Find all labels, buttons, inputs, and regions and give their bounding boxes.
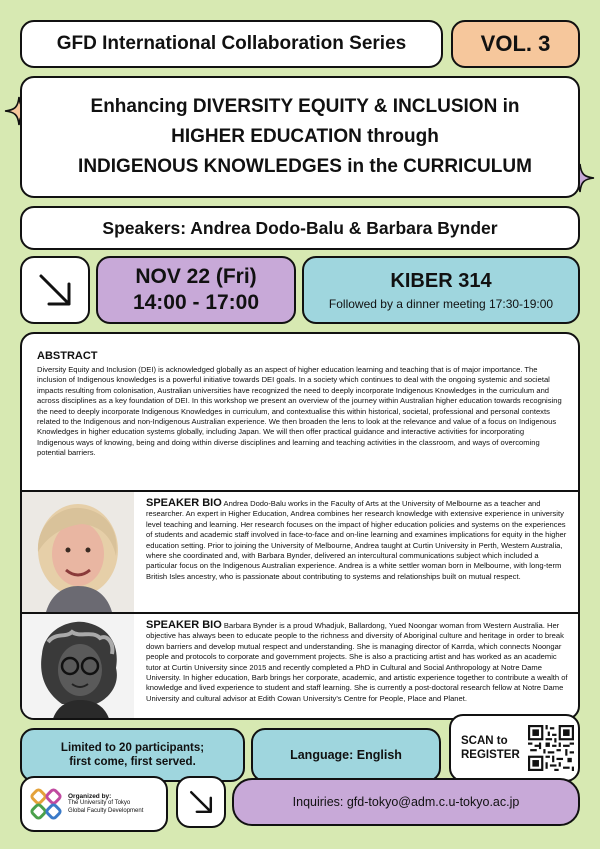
arrow-box-footer [176, 776, 226, 828]
speaker-photo-1 [22, 492, 134, 612]
event-title [20, 76, 580, 198]
bio-text-1 [134, 492, 578, 612]
bio-body-1: Andrea Dodo-Balu works in the Faculty of Arts at the University of Melbourne as a teacher and researcher. An expert in Higher Education, Andrea combines her research knowledge with extensive experience in university level teaching and learning. Her research focuses on the impact of higher education policies and systems on the experiences of students and academic staff involved in face-to-face and on-line learning and examines implications for equity in the higher education setting. Prior to joining the University of Melbourne, Andrea taught at Curtin University in Perth, Western Australia, where she coordinated and, with Barbara Bynder, delivered an intercultural communications subject which included a particular focus on the Indigenous Australian experience. Andrea is a white settler woman born in Melbourne, with long-term British Isles ancestry, who is passionate about contributing to systems and relationships built on mutual respect. [146, 499, 567, 581]
arrow-down-right-icon [187, 788, 215, 816]
speaker-photo-2 [22, 614, 134, 720]
qr-code[interactable] [528, 725, 574, 771]
event-date: NOV 22 (Fri) [135, 265, 257, 288]
content-panel [20, 332, 580, 720]
event-time: 14:00 - 17:00 [132, 291, 260, 314]
speaker-bio-2 [22, 612, 578, 720]
portrait-andrea [22, 492, 134, 612]
bio-label-1: SPEAKER BIO [146, 497, 222, 509]
register-box[interactable] [449, 714, 580, 782]
scan-label: SCAN to REGISTER [461, 735, 520, 761]
organizer-text: Organized by: The University of Tokyo Global Faculty Development [68, 792, 144, 814]
gfd-logo [30, 788, 62, 820]
organizer-box [20, 776, 168, 832]
speakers-banner: Speakers: Andrea Dodo-Balu & Barbara Bynder [20, 206, 580, 250]
event-venue [302, 256, 580, 324]
bio-body-2: Barbara Bynder is a proud Whadjuk, Ballardong, Yued Noongar woman from Western Australia. Her objective has always been to educate people to the richness and diversity of Aboriginal culture and heritage in order to break down barriers and develop mutual respect and understanding. She is managing director of Karrda, which connects Noongar people and protocols to corporate and government projects. She is also a practicing artist and has worked as an academic tutor at Curtin University since 2015 and recently completed a PhD in Cultural and Social Anthropology at Notre Dame University. In higher education, Barb brings her corporate, academic, and artistic experience together to contribute a wealth of knowledge and lived experience to student and staff learning. She is currently a post-doctoral research fellow at Notre Dame University and cultural advisor at Edith Cowan University's Centre for People, Place and Planet. [146, 621, 568, 703]
title-line-2: HIGHER EDUCATION through [171, 126, 439, 147]
title-line-3: INDIGENOUS KNOWLEDGES in the CURRICULUM [78, 156, 532, 177]
inquiries-contact[interactable]: Inquiries: gfd-tokyo@adm.c.u-tokyo.ac.jp [232, 778, 580, 826]
abstract-heading: ABSTRACT [37, 350, 98, 362]
volume-badge: VOL. 3 [451, 20, 580, 68]
language-note: Language: English [251, 728, 441, 782]
title-line-1: Enhancing DIVERSITY EQUITY & INCLUSION in [90, 96, 520, 117]
abstract-section [22, 334, 578, 459]
bio-text-2 [134, 614, 578, 720]
arrow-down-right-icon [35, 270, 75, 310]
arrow-box [20, 256, 90, 324]
abstract-text: Diversity Equity and Inclusion (DEI) is acknowledged globally as an aspect of higher education learning and teaching that is of major importance. The inclusion of Indigenous knowledges is a powerful initiative towards DEI goals. In a society which continues to deal with the ongoing systemic and societal impacts resulting from colonisation, Australian universities have recognized the need to deeply incorporate Indigenous Knowledges in the curriculum and across disciplines as a key foundation of DEI. In this workshop we present an overview of the journey within Australian higher education towards recognising the need to deeply incorporate Indigenous Knowledges in curriculum, and contextualise this within historical, societal, professional and personal contexts related to the Indigenous and non-Indigenous Australian experience. We then broaden the lens to look at the relevance and value of a focus on Indigenous Knowledges in higher education systems globally, including Japan. We will then offer practical guidance and interactive activities for incorporating Indigenous ways of knowing, being and doing within diverse disciplines and learning and teaching activities in the classroom, and ways of overcoming potential barriers. [37, 365, 562, 458]
speaker-bio-1 [22, 490, 578, 612]
event-datetime [96, 256, 296, 324]
venue-room: KIBER 314 [390, 270, 492, 292]
dinner-note: Followed by a dinner meeting 17:30-19:00 [328, 297, 554, 311]
series-title: GFD International Collaboration Series [20, 20, 443, 68]
portrait-barbara [22, 614, 134, 720]
capacity-note: Limited to 20 participants; first come, first served. [20, 728, 245, 782]
bio-label-2: SPEAKER BIO [146, 619, 222, 631]
